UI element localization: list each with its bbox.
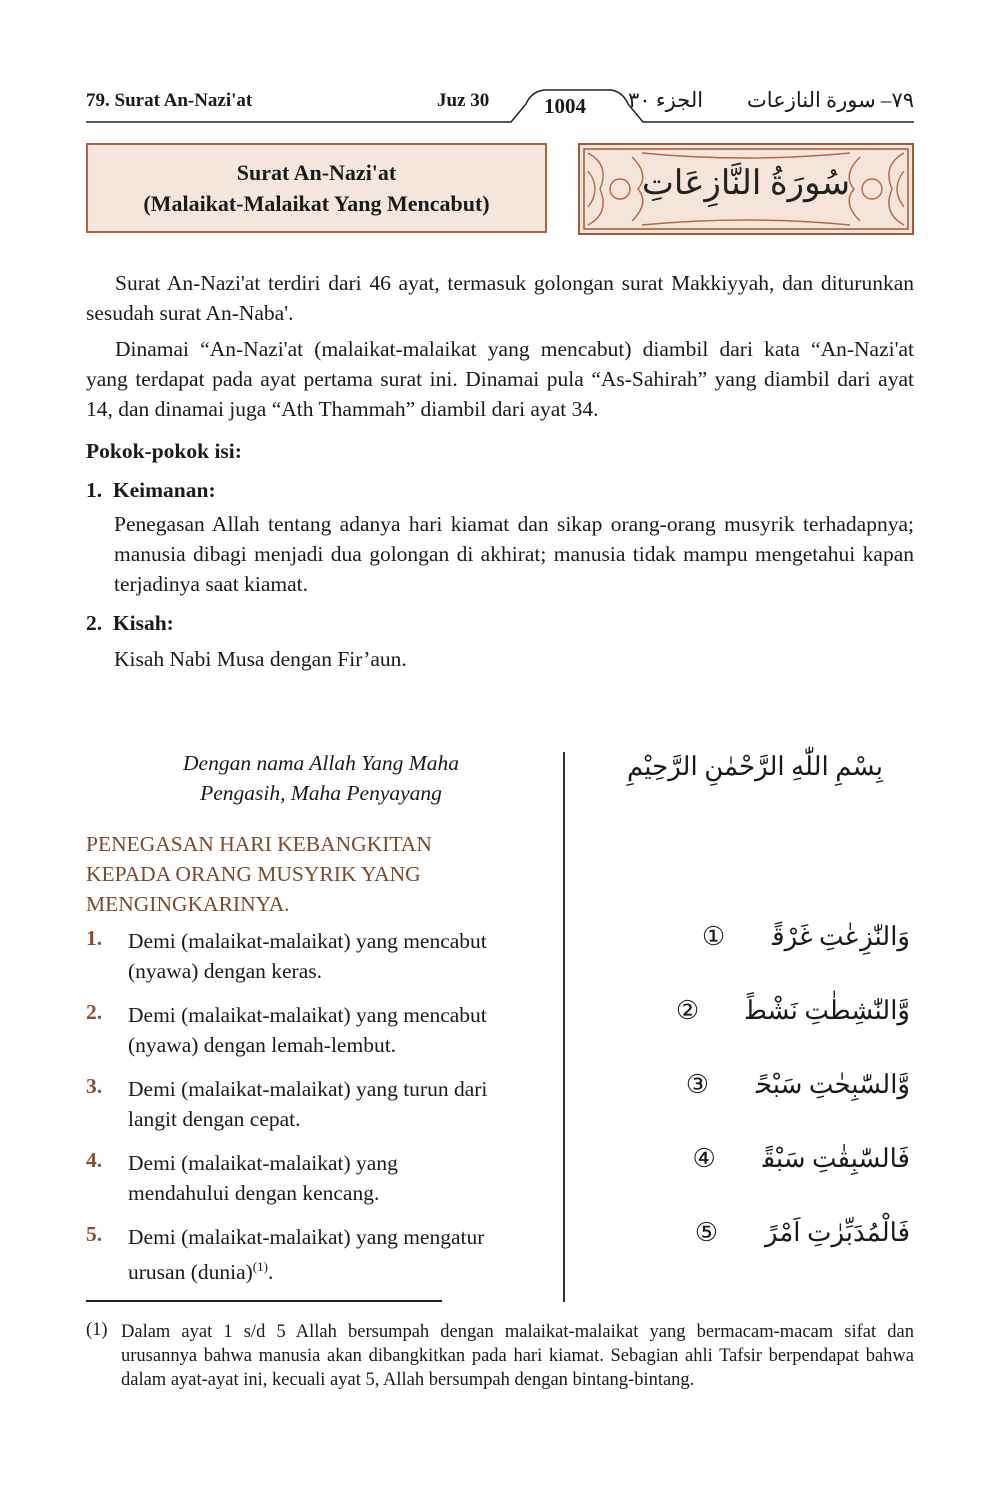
verse-line: Demi (malaikat-malaikat) yang mengatur — [128, 1225, 485, 1249]
verse-1-arabic: وَالنّٰزِعٰتِ غَرْقًاۙ ① — [701, 922, 910, 951]
verse-line: langit dengan cepat. — [128, 1107, 301, 1131]
surah-arabic-title: سُورَةُ النَّازِعَاتِ — [641, 165, 851, 202]
section-title-line-3: MENGINGKARINYA. — [86, 892, 290, 916]
running-header-juz: Juz 30 — [437, 90, 490, 111]
contents-item-1-title: 1. Keimanan: — [86, 478, 216, 502]
contents-heading: Pokok-pokok isi: — [86, 439, 242, 463]
contents-item-2-text: Kisah Nabi Musa dengan Fir’aun. — [114, 647, 407, 671]
basmala-translation-line-1: Dengan nama Allah Yang Maha — [183, 751, 459, 775]
basmala-arabic: بِسْمِ اللّٰهِ الرَّحْمٰنِ الرَّحِيْمِ — [626, 752, 884, 781]
verse-line: Demi (malaikat-malaikat) yang mencabut — [128, 1003, 487, 1027]
verse-number: 4. — [86, 1148, 103, 1172]
section-title-line-2: KEPADA ORANG MUSYRIK YANG — [86, 862, 421, 886]
verse-5-arabic: فَالْمُدَبِّرٰتِ اَمْرًاۘ ⑤ — [694, 1218, 910, 1247]
basmala-translation — [86, 748, 556, 808]
verse-translation — [128, 1000, 558, 1060]
page-number: 1004 — [544, 94, 586, 118]
verse-2-arabic: وَّالنّٰشِطٰتِ نَشْطًاۙ ② — [675, 996, 910, 1025]
verse-line: urusan (dunia)$^{(1)}$. — [128, 1259, 274, 1285]
footnote-text: Dalam ayat 1 s/d 5 Allah bersumpah dengan malaikat-malaikat yang bermacam-macam sifat dan urusannya bahwa manusia akan dibangkitkan pada hari kiamat. Sebagian ahli Tafsir berpendapat bahwa dalam ayat-ayat ini, kecuali ayat 5, Allah bersumpah dengan bintang-bintang. — [121, 1322, 914, 1390]
surah-title: Surat An-Nazi'at — [236, 160, 397, 185]
verse-line: (nyawa) dengan lemah-lembut. — [128, 1033, 397, 1057]
intro-paragraph-2: Dinamai “An-Nazi'at (malaikat-malaikat yang mencabut) diambil dari kata “An-Nazi'at yang terdapat pada ayat pertama surat ini. Dinamai pula “As-Sahirah” yang diambil dari ayat 14, dan dinamai juga “Ath Thammah” diambil dari ayat 34. — [86, 337, 914, 421]
verse-line: (nyawa) dengan keras. — [128, 959, 323, 983]
contents-item-1-text: Penegasan Allah tentang adanya hari kiamat dan sikap orang-orang musyrik terhadapnya; manusia dibagi menjadi dua golongan di akhirat; manusia tidak mampu mengetahui kapan terjadinya saat kiamat. — [114, 512, 914, 596]
section-title-line-1: PENEGASAN HARI KEBANGKITAN — [86, 832, 432, 856]
footnote-number: (1) — [86, 1320, 108, 1340]
surah-title-box — [86, 143, 547, 233]
contents-item-2-title: 2. Kisah: — [86, 611, 174, 635]
verse-translation — [128, 1074, 558, 1134]
intro-paragraph-1: Surat An-Nazi'at terdiri dari 46 ayat, termasuk golongan surat Makkiyyah, dan diturunkan sesudah surat An-Naba'. — [86, 271, 914, 325]
surah-arabic-title-box — [578, 143, 914, 235]
verse-4-arabic: فَالسّٰبِقٰتِ سَبْقًاۙ ④ — [692, 1144, 910, 1173]
verse-line: Demi (malaikat-malaikat) yang mencabut — [128, 929, 487, 953]
column-divider — [563, 752, 565, 1302]
verse-number: 2. — [86, 1000, 103, 1024]
verse-line-text: urusan (dunia) — [128, 1260, 253, 1285]
intro-text — [86, 268, 914, 424]
footnote-marker[interactable]: (1) — [252, 1259, 268, 1274]
running-header-surah-arabic: ٧٩– سورة النازعات — [747, 88, 914, 112]
verse-number: 3. — [86, 1074, 103, 1098]
verse-number: 1. — [86, 926, 103, 950]
basmala-translation-line-2: Pengasih, Maha Penyayang — [200, 781, 442, 805]
running-header-title: 79. Surat An-Nazi'at — [86, 90, 253, 111]
surah-subtitle: (Malaikat-Malaikat Yang Mencabut) — [143, 191, 490, 216]
verse-line: mendahului dengan kencang. — [128, 1181, 380, 1205]
verse-line: Demi (malaikat-malaikat) yang — [128, 1151, 398, 1175]
running-header-juz-arabic: الجزء ٣٠ — [628, 88, 704, 112]
section-title — [86, 829, 556, 919]
verse-translation — [128, 1222, 558, 1287]
footnote-rule — [86, 1300, 442, 1302]
verse-translation — [128, 1148, 558, 1208]
verse-translation — [128, 926, 558, 986]
verse-line: Demi (malaikat-malaikat) yang turun dari — [128, 1077, 488, 1101]
verse-3-arabic: وَّالسّٰبِحٰتِ سَبْحًاۙ ③ — [685, 1070, 910, 1099]
verse-number: 5. — [86, 1222, 103, 1246]
